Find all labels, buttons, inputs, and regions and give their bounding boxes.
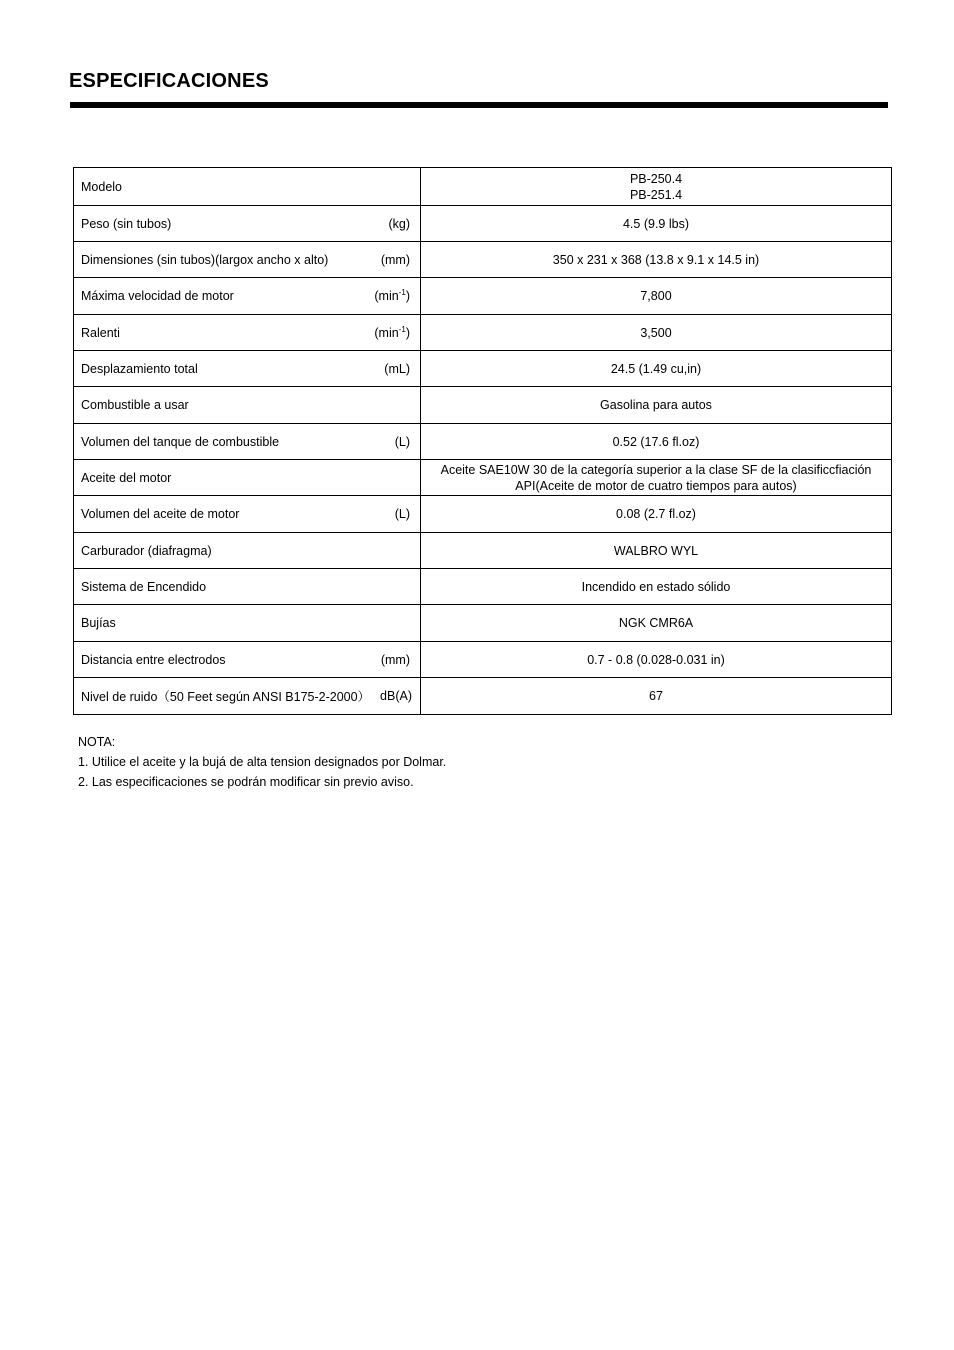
param-unit: (kg) (388, 216, 410, 231)
value-cell (421, 168, 892, 206)
param-cell (74, 533, 421, 569)
specifications-table (73, 167, 892, 715)
table-row (74, 605, 892, 642)
value-cell: 350 x 231 x 368 (13.8 x 9.1 x 14.5 in) (421, 242, 892, 278)
value-line: PB-251.4 (629, 187, 683, 202)
table-row (74, 533, 892, 569)
param-label: Bujías (81, 616, 116, 630)
param-unit: $(\min^{-1})$ (374, 288, 410, 303)
notes-section (78, 732, 446, 792)
param-label: Combustible a usar (81, 398, 189, 412)
param-cell (74, 315, 421, 351)
table-row (74, 315, 892, 351)
table-row (74, 206, 892, 242)
param-unit: $(\min^{-1})$ (374, 324, 410, 340)
param-cell (74, 424, 421, 460)
table-row (74, 678, 892, 715)
param-unit: (mm) (380, 652, 410, 667)
table-row (74, 242, 892, 278)
table-row (74, 496, 892, 533)
param-label: Volumen del tanque de combustible (81, 434, 280, 449)
table-row (74, 351, 892, 387)
param-unit: dB(A) (380, 689, 412, 703)
param-label: Dimensiones (sin tubos)(largox ancho x alto) (81, 252, 329, 267)
note-item: 1. Utilice el aceite y la bujá de alta tension designados por Dolmar. (78, 755, 447, 769)
value-cell: WALBRO WYL (421, 533, 892, 569)
value-cell: 0.08 (2.7 fl.oz) (421, 496, 892, 533)
notes-heading: NOTA: (78, 735, 116, 749)
param-label: Carburador (diafragma) (81, 543, 212, 558)
value-cell: Aceite SAE10W 30 de la categoría superior a la clase SF de la clasificcfiación API(Aceite de motor de cuatro tiempos para autos) (421, 460, 892, 496)
param-cell (74, 678, 421, 715)
param-cell (74, 242, 421, 278)
param-cell (74, 168, 421, 206)
param-label: Ralenti (81, 325, 120, 340)
param-cell (74, 351, 421, 387)
param-cell (74, 278, 421, 315)
value-cell: Gasolina para autos (421, 387, 892, 424)
value-cell: 4.5 (9.9 lbs) (421, 206, 892, 242)
param-cell (74, 496, 421, 533)
param-cell (74, 460, 421, 496)
value-cell: 24.5 (1.49 cu,in) (421, 351, 892, 387)
param-cell (74, 605, 421, 642)
param-label: Modelo (81, 179, 122, 194)
param-cell (74, 642, 421, 678)
value-line: PB-250.4 (629, 171, 683, 186)
table-row (74, 387, 892, 424)
param-cell (74, 569, 421, 605)
table-row (74, 278, 892, 315)
param-unit: (L) (394, 434, 410, 449)
value-cell: 67 (421, 678, 892, 715)
value-cell: 3,500 (421, 315, 892, 351)
value-cell: Incendido en estado sólido (421, 569, 892, 605)
value-cell: 0.7 - 0.8 (0.028-0.031 in) (421, 642, 892, 678)
title-rule (70, 102, 888, 108)
param-unit: (mL) (384, 361, 410, 376)
table-row (74, 424, 892, 460)
param-label: Peso (sin tubos) (81, 216, 172, 231)
param-label: Sistema de Encendido (81, 579, 207, 594)
table-row (74, 642, 892, 678)
param-cell (74, 206, 421, 242)
table-row (74, 460, 892, 496)
value-cell: 7,800 (421, 278, 892, 315)
param-label: Distancia entre electrodos (81, 652, 226, 667)
param-label: Desplazamiento total (81, 361, 198, 376)
param-unit: (L) (394, 507, 410, 521)
note-item: 2. Las especificaciones se podrán modificar sin previo aviso. (78, 775, 414, 789)
table-row (74, 168, 892, 206)
param-cell (74, 387, 421, 424)
table-row (74, 569, 892, 605)
param-label: Volumen del aceite de motor (81, 507, 240, 521)
value-cell: NGK CMR6A (421, 605, 892, 642)
param-label: Máxima velocidad de motor (81, 289, 234, 303)
value-cell: 0.52 (17.6 fl.oz) (421, 424, 892, 460)
param-label: Aceite del motor (81, 470, 172, 485)
page-title: ESPECIFICACIONES (69, 70, 269, 92)
param-label: Nivel de ruido（50 Feet según ANSI B175-2-2000） (81, 690, 371, 704)
param-unit: (mm) (380, 252, 410, 267)
